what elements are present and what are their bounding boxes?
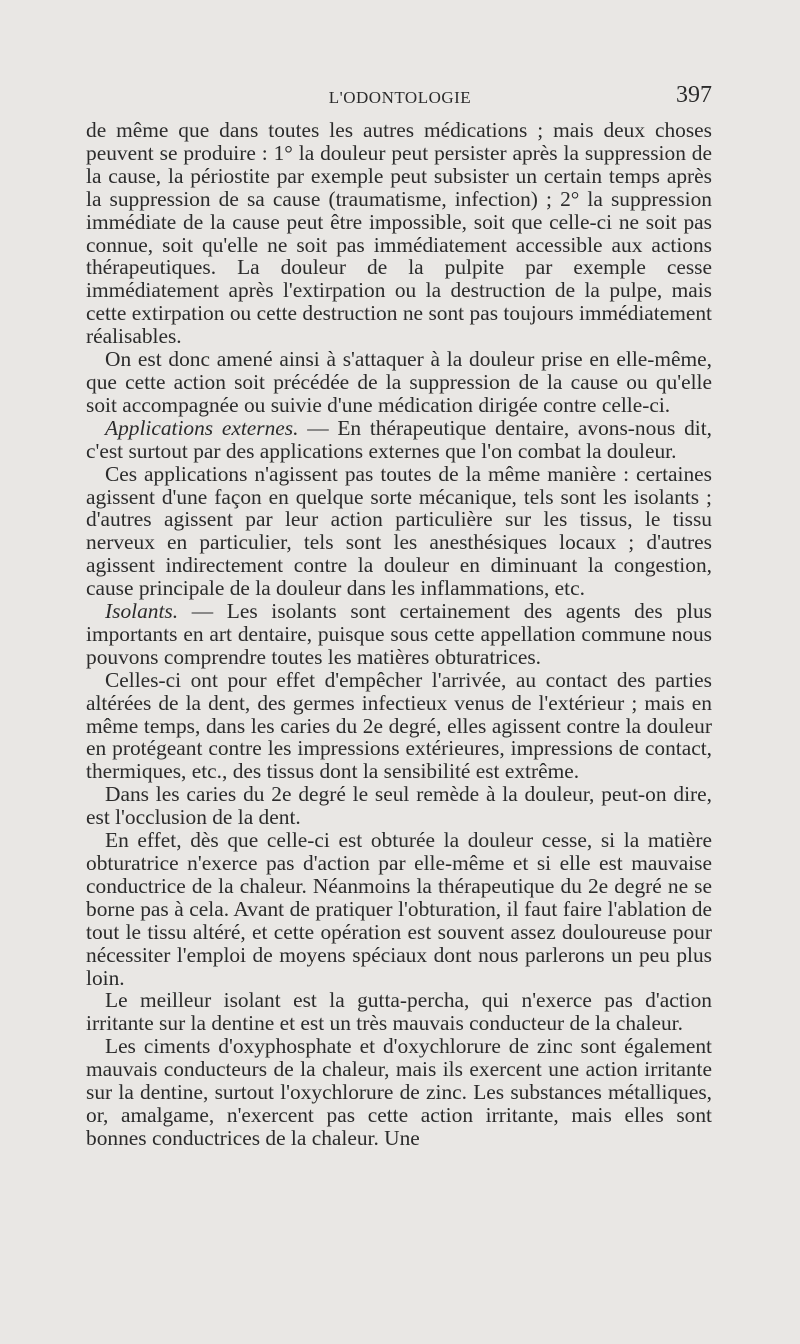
paragraph: Les ciments d'oxyphosphate et d'oxychlorure de zinc sont également mauvais conducteurs de la chaleur, mais ils exercent une action irritante sur la dentine, surtout l'oxychlorure de zinc. Les substances métalliques, or, amalgame, n'exercent pas cette action irritante, mais elles sont bonnes conductrices de la chaleur. Une — [86, 1034, 712, 1150]
paragraph — [86, 600, 712, 669]
running-title: L'ODONTOLOGIE — [328, 88, 472, 107]
paragraph-text: — En thérapeutique dentaire, avons-nous dit, c'est surtout par des applications externes que l'on combat la douleur. — [86, 415, 713, 463]
paragraph: Ces applications n'agissent pas toutes de la même manière : certaines agissent d'une façon en quelque sorte mécanique, tels sont les isolants ; d'autres agissent par leur action particulière sur les tissus, le tissu nerveux en particulier, tels sont les anesthésiques locaux ; d'autres agissent indirectement contre la douleur en diminuant la congestion, cause principale de la douleur dans les inflammations, etc. — [86, 461, 712, 601]
paragraph — [86, 417, 712, 463]
section-heading: Applications externes. — [105, 415, 299, 440]
paragraph: En effet, dès que celle-ci est obturée la douleur cesse, si la matière obturatrice n'exerce pas d'action par elle-même et si elle est mauvaise conductrice de la chaleur. Néanmoins la thérapeutique du 2e degré ne se borne pas à cela. Avant de pratiquer l'obturation, il faut faire l'ablation de tout le tissu altéré, et cette opération est souvent assez douloureuse pour nécessiter l'emploi de moyens spéciaux dont nous parlerons un peu plus loin. — [86, 828, 712, 990]
paragraph-text: — Les isolants sont certainement des agents des plus importants en art dentaire, puisque sous cette appellation commune nous pouvons comprendre toutes les matières obturatrices. — [86, 599, 712, 669]
section-heading: Isolants. — [105, 599, 179, 624]
body-text — [86, 119, 712, 1150]
paragraph: Le meilleur isolant est la gutta-percha, qui n'exerce pas d'action irritante sur la dentine et est un très mauvais conducteur de la chaleur. — [86, 988, 712, 1036]
paragraph: On est donc amené ainsi à s'attaquer à la douleur prise en elle-même, que cette action soit précédée de la suppression de la cause ou qu'elle soit accompagnée ou suivie d'une médication dirigée contre celle-ci. — [86, 347, 712, 417]
paragraph: Celles-ci ont pour effet d'empêcher l'arrivée, au contact des parties altérées de la dent, des germes infectieux venus de l'extérieur ; mais en même temps, dans les caries du 2e degré, elles agissent contre la douleur en protégeant contre les impressions extérieures, impressions de contact, thermiques, etc., des tissus dont la sensibilité est extrême. — [86, 667, 712, 784]
paragraph: de même que dans toutes les autres médications ; mais deux choses peuvent se produire : 1° la douleur peut persister après la suppression de la cause, la périostite par exemple peut subsister un certain temps après la suppression de sa cause (traumatisme, infection) ; 2° la suppression immédiate de la cause peut être impossible, soit que celle-ci ne soit pas connue, soit qu'elle ne soit pas immédiatement accessible aux actions thérapeutiques. La douleur de la pulpite par exemple cesse immédiatement après l'extirpation ou la destruction de la pulpe, mais cette extirpation ou cette destruction ne sont pas toujours immédiatement réalisables. — [86, 118, 712, 349]
paragraph: Dans les caries du 2e degré le seul remède à la douleur, peut-on dire, est l'occlusion de la dent. — [86, 782, 712, 830]
page-number: 397 — [676, 82, 712, 108]
page-header — [86, 82, 714, 112]
